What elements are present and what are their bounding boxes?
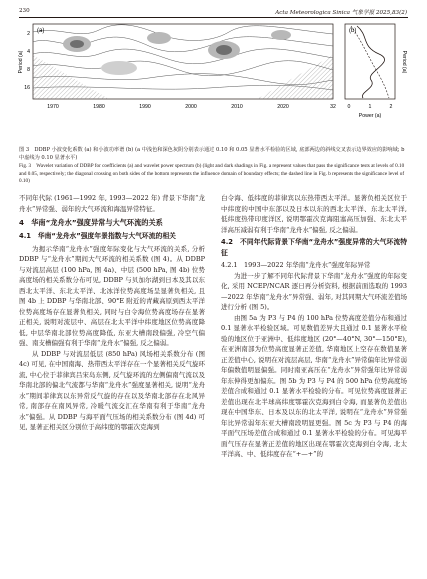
paragraph: 为揭示华南“龙舟水”强度年际变化与大气环流的关系, 分析 DDBP 与“龙舟水”期间大气环流的相关系数 (图 4)。从 DDBP 与对流层高层 (100 hPa, 图 4a)、中层 (500 hPa, 图 4b) 位势高度场的相关系数分布可见, DDBP 与贝加尔湖到日本及其以东西北太平洋、东北太平洋、北冰洋位势高度场呈显著负相关, 且图 4b 上 DDBP 与华南北部、90°E 附近的青藏高原到西太平洋位势高度场存在显著负相关, 同时与白令海位势高度场存在显著正相关, 说明对流层中、高层在北太平洋中纬度地区位势高度降低, 中层华南北部位势高度降低, 东亚大槽南段偏强, 冷空气偏强、南支槽偏强有利于华南“龙舟水”偏强, 反之偏弱。 <box>19 244 205 347</box>
svg-text:2: 2 <box>389 104 393 110</box>
paragraph: 白令海、低纬度的菲律宾以东热带西太平洋。显著负相关区位于中纬度的中国中东部以及日本以东的西北太平洋、东北太平洋, 低纬度热带印度洋区, 说明鄂霍次克海阻塞高压加强、东北太平洋高压减弱有利于华南“龙舟水”偏强, 反之偏弱。 <box>221 194 407 234</box>
right-column <box>221 193 407 460</box>
svg-text:4: 4 <box>27 49 30 55</box>
panel-a-label: (a) <box>37 28 45 34</box>
wavelet-figure <box>19 20 407 140</box>
svg-text:32: 32 <box>330 104 336 110</box>
page-number: 230 <box>19 8 30 14</box>
panel-b-x-axis <box>348 104 393 110</box>
panel-b-label: (b) <box>349 28 357 34</box>
paragraph: 不同年代际 (1961—1992 年, 1993—2022 年) 背景下华南“龙舟水”异常强、弱年的大气环流和海温异常特征。 <box>19 194 205 213</box>
svg-text:0: 0 <box>347 104 351 110</box>
panel-a-x-axis <box>47 104 336 110</box>
svg-text:16: 16 <box>24 85 30 91</box>
svg-text:2: 2 <box>27 31 30 37</box>
section-heading-4: 4 华南“龙舟水”强度异常与大气环流的关系 <box>19 218 163 227</box>
section-heading-4-1: 4.1 华南“龙舟水”强度年景指数与大气环流的相关 <box>19 232 176 240</box>
svg-text:1980: 1980 <box>93 104 105 110</box>
paragraph: 为进一步了解不同年代际背景下华南“龙舟水”强度的年际变化, 采用 NCEP/NCAR 逐日再分析资料, 根据前面选取的 1993—2022 年华南“龙舟水”异常强、弱年, 对其同期大气环流差值场进行分析 (图 5)。 <box>221 271 407 311</box>
svg-text:2020: 2020 <box>277 104 289 110</box>
paragraph: 由图 5a 为 P3 与 P4 的 100 hPa 位势高度差值分布和通过 0.1 显著水平检验区域。可见数值差异大且通过 0.1 显著水平检验的地区位于亚洲中、低纬度地区 (20°—40°N, 30°—150°E), 在亚洲南部为位势高度显著正差值, 华南地区上空存在数值显著正差值中心, 说明在对流层高层, 华南“龙舟水”异常偏年比异常弱年偏数值明显偏强。同时南亚高压在“龙舟水”异常强年比异常弱年东伸得更加偏东。图 5b 为 P3 与 P4 的 500 hPa 位势高度场差值合成和通过 0.1 显著水平检验的分布。可见位势高度显著正差值出现在北半球高纬度鄂霍次克海到白令海, 而显著负差值出现在中国华东、日本及以东的北太平洋, 说明在“龙舟水”异常强年比异常弱年东亚大槽南段明显更强。图 5c 为 P3 与 P4 的海平面气压场差值合成和通过 0.1 显著水平检验的分布。可见海平面气压存在显著正差值的地区出现在鄂霍次克海到白令海, 北太平洋高、中、低纬度存在“+—+”的 <box>221 313 407 458</box>
figure-caption-cn: 图 3 DDBP 小波变化系数 (a) 和小波功率谱 (b) (a 中浅色和深色灰阴分别表示通过 0.10 和 0.05 显著水平检验的区域, 底部两边的斜线交叉表示边界效应的影响域; b 中虚线为 0.10 显著水平) <box>19 147 405 161</box>
svg-text:2010: 2010 <box>231 104 243 110</box>
svg-text:8: 8 <box>27 67 30 73</box>
svg-text:1: 1 <box>368 104 372 110</box>
panel-a-ylabel: Period (a) <box>18 50 24 74</box>
left-column <box>19 193 205 433</box>
svg-text:1970: 1970 <box>47 104 59 110</box>
panel-a-y-axis <box>24 31 30 91</box>
figure-3 <box>19 20 407 140</box>
header-rule <box>19 17 408 18</box>
journal-header: Acta Meteorologica Sinica 气象学报 2025,83(2) <box>275 10 407 16</box>
paragraph: 从 DDBP 与对流层低层 (850 hPa) 风场相关系数分布 (图 4c) 可见, 在中国南海、热带西太平洋存在一个显著相关反气旋环流, 中心位于菲律宾吕宋岛东侧, 反气旋环流的左侧偏南气流以及华南北部的偏北气流都与华南“龙舟水”强度显著相关, 说明“龙舟水”期间菲律宾以东异常反气旋的存在以及华南北部存在北风异常, 南部存在南风异常, 冷暖气流交汇在华南有利于华南“龙舟水”偏强。从 DDBP 与海平面气压场的相关系数分布 (图 4d) 可见, 显著正相关区分别位于高纬度的鄂霍次克海到 <box>19 349 205 431</box>
figure-caption-en: Fig. 3 Wavelet variation of DDBP for coefficients (a) and wavelet power spectrum (b) (light and dark shadings in Fig. a represent values that pass the significance tests at levels of 0.10 and 0.05, respectively; the diagonal crossing on both sides of the bottom represents the influence domain of boundary effects; the dashed line in Fig. b represents the significance level of 0.10) <box>19 163 405 185</box>
section-heading-4-2-1: 4.2.1 1993—2022 年华南“龙舟水”强度年际异常 <box>221 261 371 269</box>
svg-text:2000: 2000 <box>185 104 197 110</box>
panel-b-ylabel: Period (a) <box>401 50 407 74</box>
svg-text:1990: 1990 <box>139 104 151 110</box>
panel-b-xlabel: Power (a) <box>358 113 382 119</box>
section-heading-4-2: 4.2 不同年代际背景下华南“龙舟水”强度异常的大气环流特征 <box>221 238 407 257</box>
